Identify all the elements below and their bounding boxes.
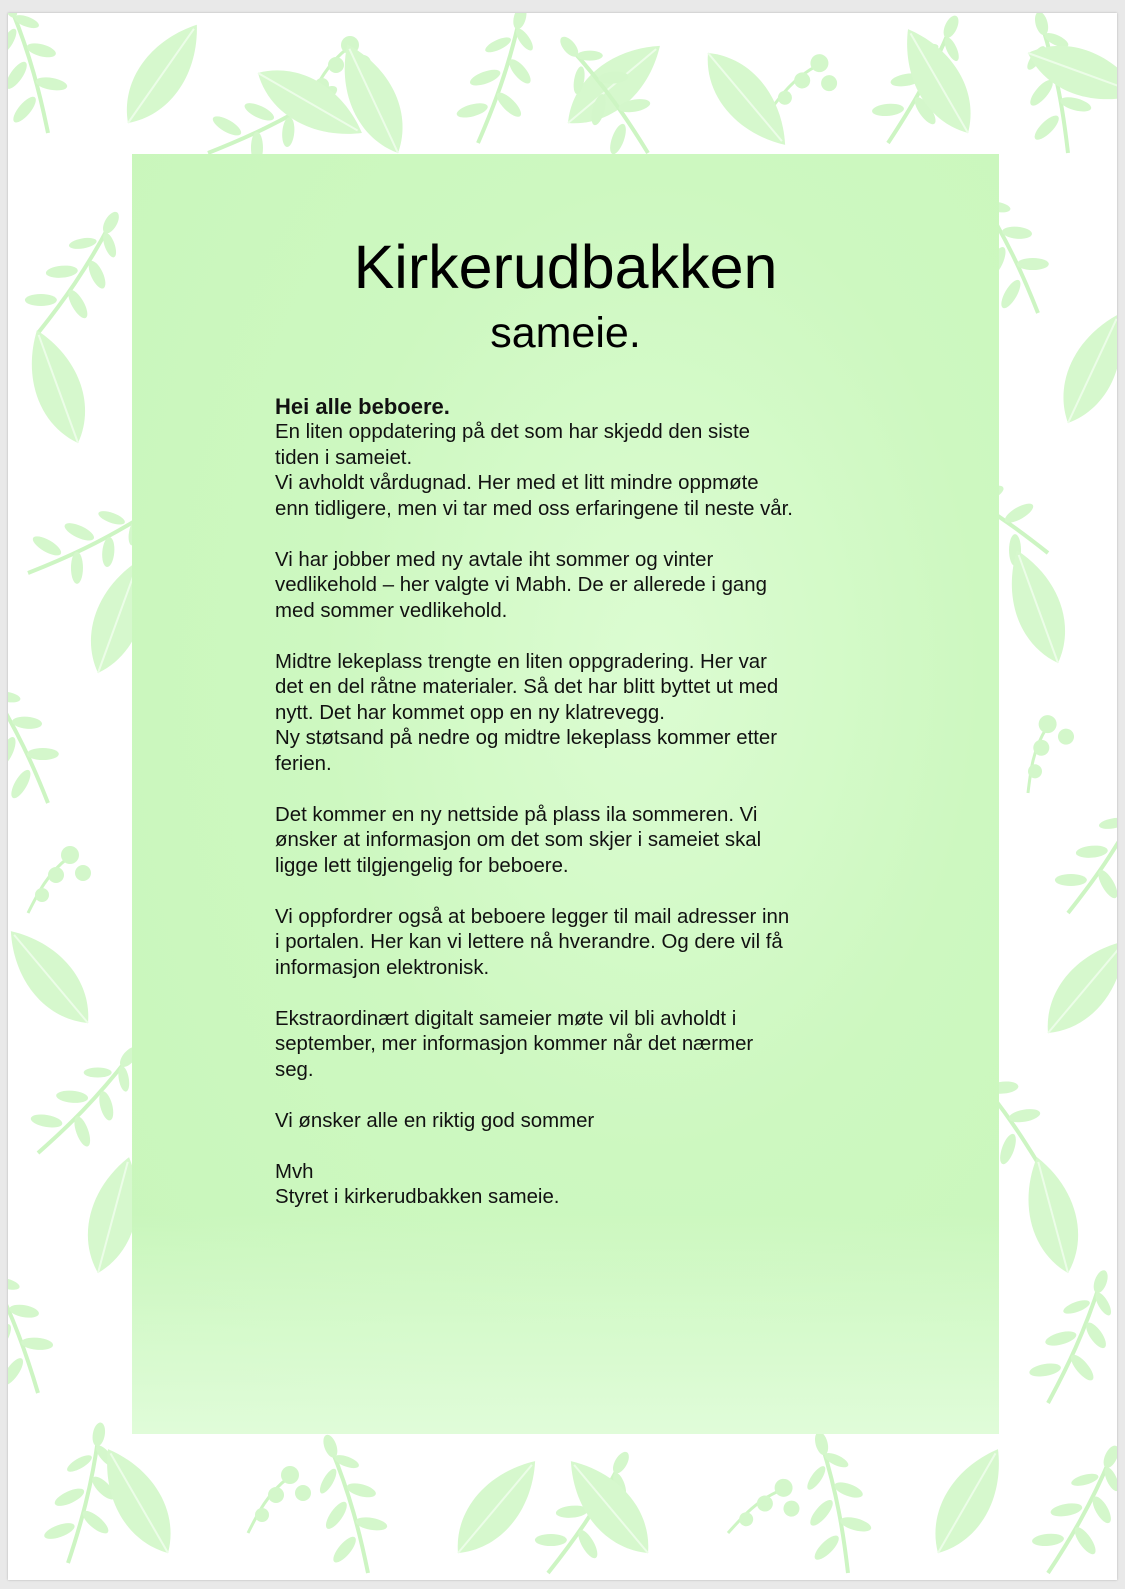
- paragraph-meeting: [275, 1007, 875, 1084]
- text-line: Ny støtsand på nedre og midtre lekeplass kommer etter: [275, 727, 778, 749]
- paragraph-maintenance: [275, 548, 875, 625]
- text-line: ligge lett tilgjengelig for beboere.: [275, 854, 569, 877]
- text-line: med sommer vedlikehold.: [275, 599, 508, 622]
- document-subtitle: sameie.: [490, 309, 641, 357]
- greeting: Hei alle beboere.: [275, 394, 450, 419]
- text-line: Vi avholdt vårdugnad. Her med et litt mindre oppmøte: [275, 472, 759, 494]
- document-title: Kirkerudbakken: [353, 233, 778, 301]
- text-line: Ekstraordinært digitalt sameier møte vil bli avholdt i: [275, 1007, 737, 1030]
- text-line: En liten oppdatering på det som har skjedd den siste: [275, 421, 750, 443]
- text-line: Det kommer en ny nettside på plass ila sommeren. Vi: [275, 803, 758, 826]
- text-line: Vi ønsker alle en riktig god sommer: [275, 1109, 595, 1132]
- content-panel: [132, 154, 999, 1434]
- signature: Styret i kirkerudbakken sameie.: [275, 1186, 560, 1208]
- letter-body: [275, 393, 875, 1211]
- paragraph-portal: [275, 905, 875, 982]
- closing: Mvh: [275, 1160, 314, 1183]
- paragraph-update: [275, 420, 875, 522]
- text-line: vedlikehold – her valgte vi Mabh. De er allerede i gang: [275, 574, 767, 596]
- text-line: september, mer informasjon kommer når det nærmer: [275, 1033, 754, 1055]
- signoff: [275, 1160, 875, 1211]
- paragraph-summer-wish: [275, 1109, 875, 1135]
- paragraph-website: [275, 803, 875, 880]
- text-line: ferien.: [275, 752, 332, 775]
- text-line: i portalen. Her kan vi lettere nå hverandre. Og dere vil få: [275, 931, 783, 953]
- document-page: [8, 13, 1117, 1580]
- text-line: Midtre lekeplass trengte en liten oppgradering. Her var: [275, 650, 767, 673]
- text-line: ønsker at informasjon om det som skjer i sameiet skal: [275, 829, 762, 851]
- text-line: tiden i sameiet.: [275, 446, 413, 469]
- text-line: Vi oppfordrer også at beboere legger til mail adresser inn: [275, 905, 790, 928]
- text-line: Vi har jobber med ny avtale iht sommer og vinter: [275, 548, 714, 571]
- text-line: seg.: [275, 1058, 314, 1081]
- text-line: enn tidligere, men vi tar med oss erfaringene til neste vår.: [275, 497, 793, 520]
- text-line: informasjon elektronisk.: [275, 956, 490, 979]
- text-line: nytt. Det har kommet opp en ny klatrevegg.: [275, 701, 665, 724]
- text-line: det en del råtne materialer. Så det har blitt byttet ut med: [275, 676, 779, 698]
- paragraph-playground: [275, 650, 875, 778]
